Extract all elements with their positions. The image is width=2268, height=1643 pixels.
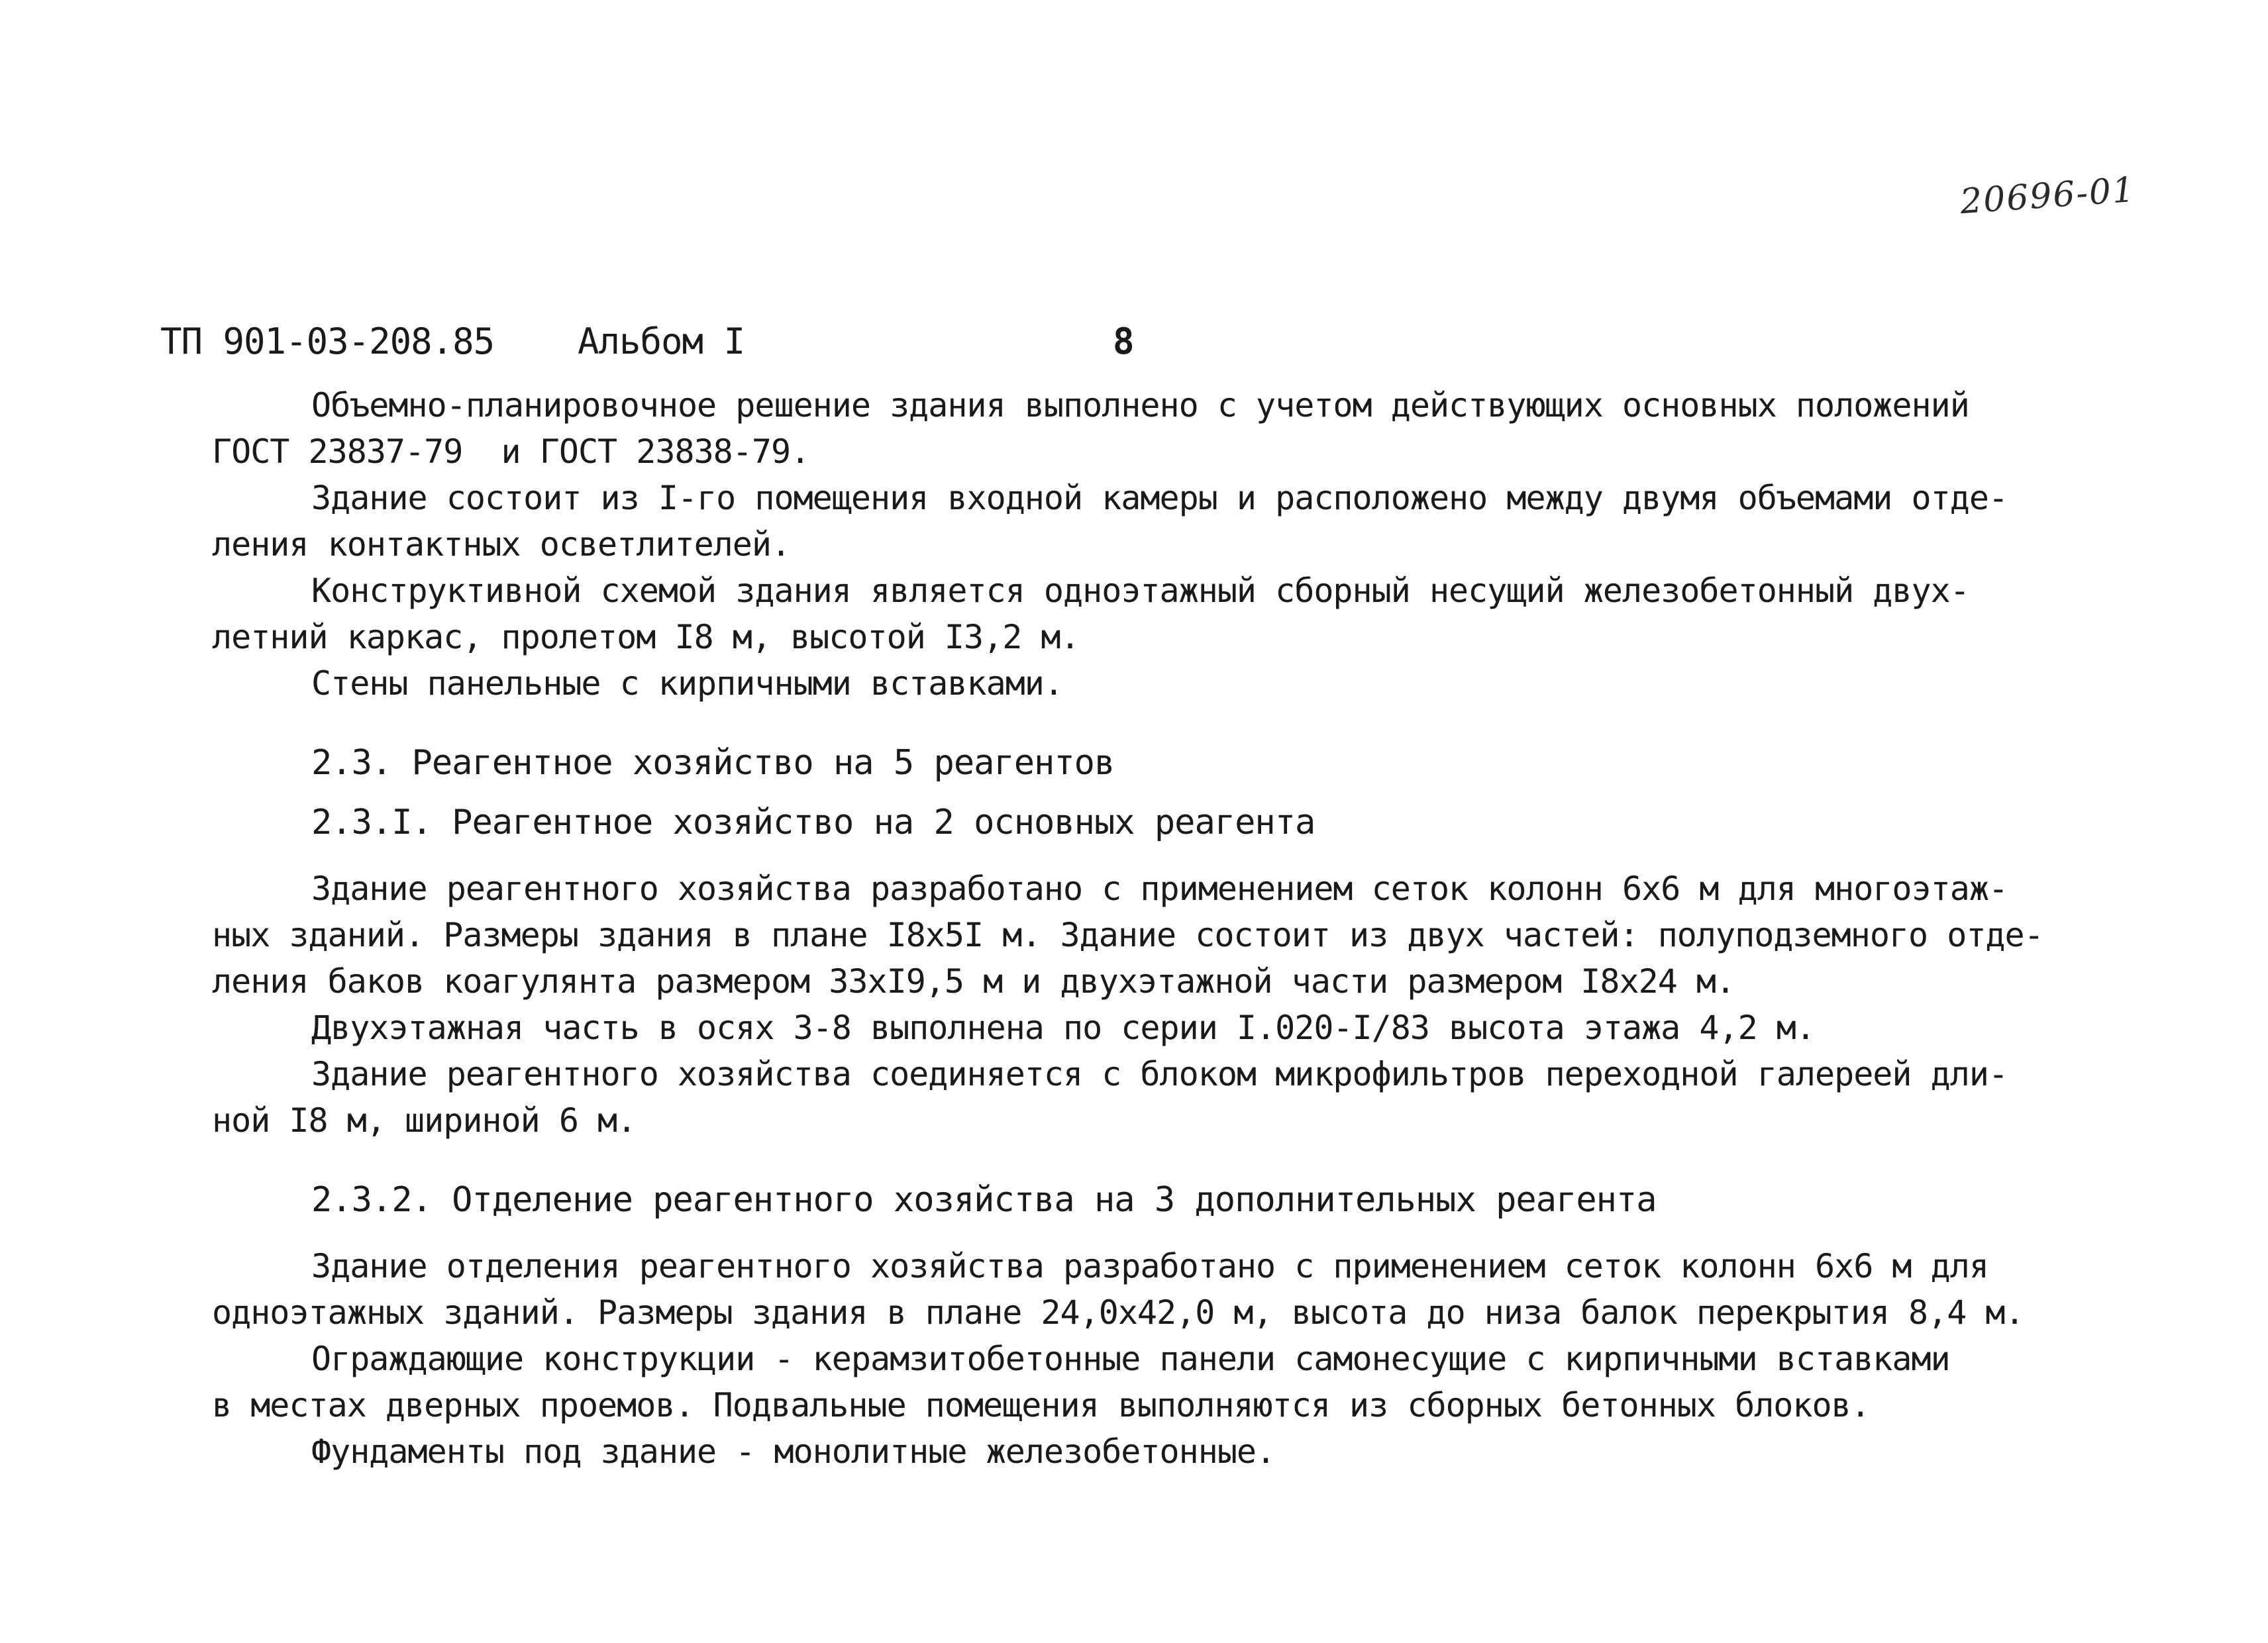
section-heading: 2.3. Реагентное хозяйство на 5 реагентов — [311, 743, 1115, 783]
album-label: Альбом I — [578, 321, 745, 362]
paragraph-line: ления контактных осветлителей. — [212, 525, 791, 564]
paragraph-line: ления баков коагулянта размером 33хI9,5 м и двухэтажной части размером I8х24 м. — [212, 962, 1735, 1001]
paragraph-line: ГОСТ 23837-79 и ГОСТ 23838-79. — [212, 432, 810, 471]
subsection-heading: 2.3.2. Отделение реагентного хозяйства на 3 дополнительных реагента — [311, 1180, 1657, 1220]
paragraph-line: в местах дверных проемов. Подвальные помещения выполняются из сборных бетонных блоков. — [212, 1386, 1870, 1424]
paragraph-line: ных зданий. Размеры здания в плане I8х5I м. Здание состоит из двух частей: полуподземного отде- — [212, 916, 2043, 954]
paragraph-line: Конструктивной схемой здания является одноэтажный сборный несущий железобетонный двух- — [311, 572, 1969, 610]
paragraph-line: Ограждающие конструкции - керамзитобетонные панели самонесущие с кирпичными вставками — [311, 1340, 1950, 1378]
paragraph-line: Здание реагентного хозяйства разработано с применением сеток колонн 6х6 м для многоэтаж- — [311, 870, 2008, 908]
paragraph-line: летний каркас, пролетом I8 м, высотой I3,2 м. — [212, 618, 1080, 656]
paragraph-line: Двухэтажная часть в осях 3-8 выполнена по серии I.020-I/83 высота этажа 4,2 м. — [311, 1009, 1815, 1047]
paragraph-line: ной I8 м, шириной 6 м. — [212, 1101, 637, 1140]
paragraph-line: Здание отделения реагентного хозяйства разработано с применением сеток колонн 6х6 м для — [311, 1247, 1988, 1285]
paragraph-line: Здание состоит из I-го помещения входной камеры и расположено между двумя объемами отде- — [311, 479, 2008, 517]
paragraph-line: одноэтажных зданий. Размеры здания в плане 24,0х42,0 м, высота до низа балок перекрытия 8,4 м. — [212, 1293, 2024, 1332]
paragraph-line: Фундаменты под здание - монолитные железобетонные. — [311, 1432, 1276, 1471]
paragraph-line: Объемно-планировочное решение здания выполнено с учетом действующих основных положений — [311, 386, 1969, 424]
paragraph-line: Здание реагентного хозяйства соединяется с блоком микрофильтров переходной галереей дли- — [311, 1055, 2008, 1093]
subsection-heading: 2.3.I. Реагентное хозяйство на 2 основных реагента — [311, 803, 1315, 842]
handwritten-inventory-number: 20696-01 — [1959, 170, 2137, 223]
page-number: 8 — [1113, 321, 1134, 362]
document-code: ТП 901-03-208.85 — [160, 321, 495, 362]
paragraph-line: Стены панельные с кирпичными вставками. — [311, 664, 1063, 703]
